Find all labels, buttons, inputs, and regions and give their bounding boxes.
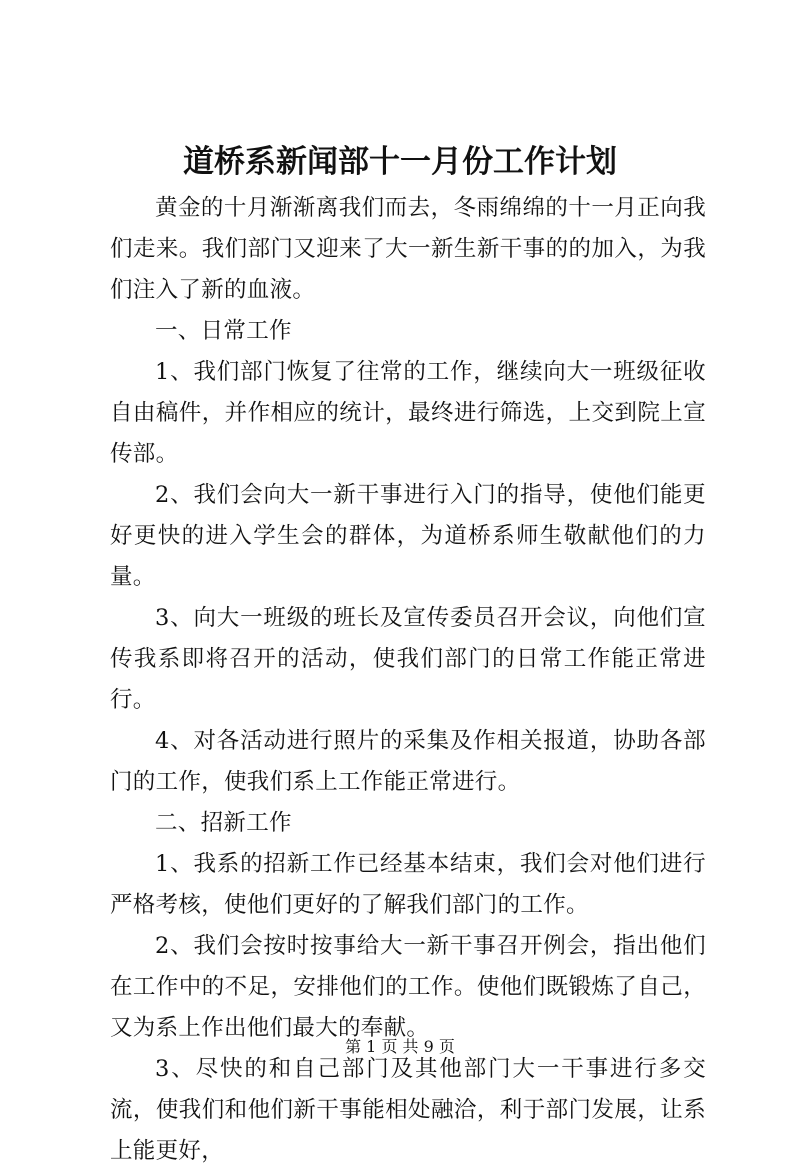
paragraph-daily-4: 4、对各活动进行照片的采集及作相关报道，协助各部门的工作，使我们系上工作能正常进行。 <box>110 728 706 795</box>
document-title: 道桥系新闻部十一月份工作计划 <box>183 144 617 180</box>
paragraph-daily-2: 2、我们会向大一新干事进行入门的指导，使他们能更好更快的进入学生会的群体，为道桥系师生敬献他们的力量。 <box>110 482 706 590</box>
paragraph-recruit-2: 2、我们会按时按事给大一新干事召开例会，指出他们在工作中的不足，安排他们的工作。使他们既锻炼了自己，又为系上作出他们最大的奉献。 <box>110 933 706 1041</box>
paragraph-intro: 黄金的十月渐渐离我们而去，冬雨绵绵的十一月正向我们走来。我们部门又迎来了大一新生新干事的的加入，为我们注入了新的血液。 <box>110 195 706 303</box>
document-body <box>110 188 706 1172</box>
page-number-footer: 第 1 页 共 9 页 <box>345 1037 455 1056</box>
section-heading-daily-work: 一、日常工作 <box>155 318 292 344</box>
paragraph-recruit-1: 1、我系的招新工作已经基本结束，我们会对他们进行严格考核，使他们更好的了解我们部门的工作。 <box>110 851 706 918</box>
section-heading-recruitment: 二、招新工作 <box>155 810 292 836</box>
paragraph-daily-3: 3、向大一班级的班长及宣传委员召开会议，向他们宣传我系即将召开的活动，使我们部门的日常工作能正常进行。 <box>110 605 706 713</box>
paragraph-recruit-3: 3、尽快的和自己部门及其他部门大一干事进行多交流，使我们和他们新干事能相处融洽，利于部门发展，让系上能更好， <box>110 1056 706 1164</box>
paragraph-daily-1: 1、我们部门恢复了往常的工作，继续向大一班级征收自由稿件，并作相应的统计，最终进行筛选，上交到院上宣传部。 <box>110 359 706 467</box>
